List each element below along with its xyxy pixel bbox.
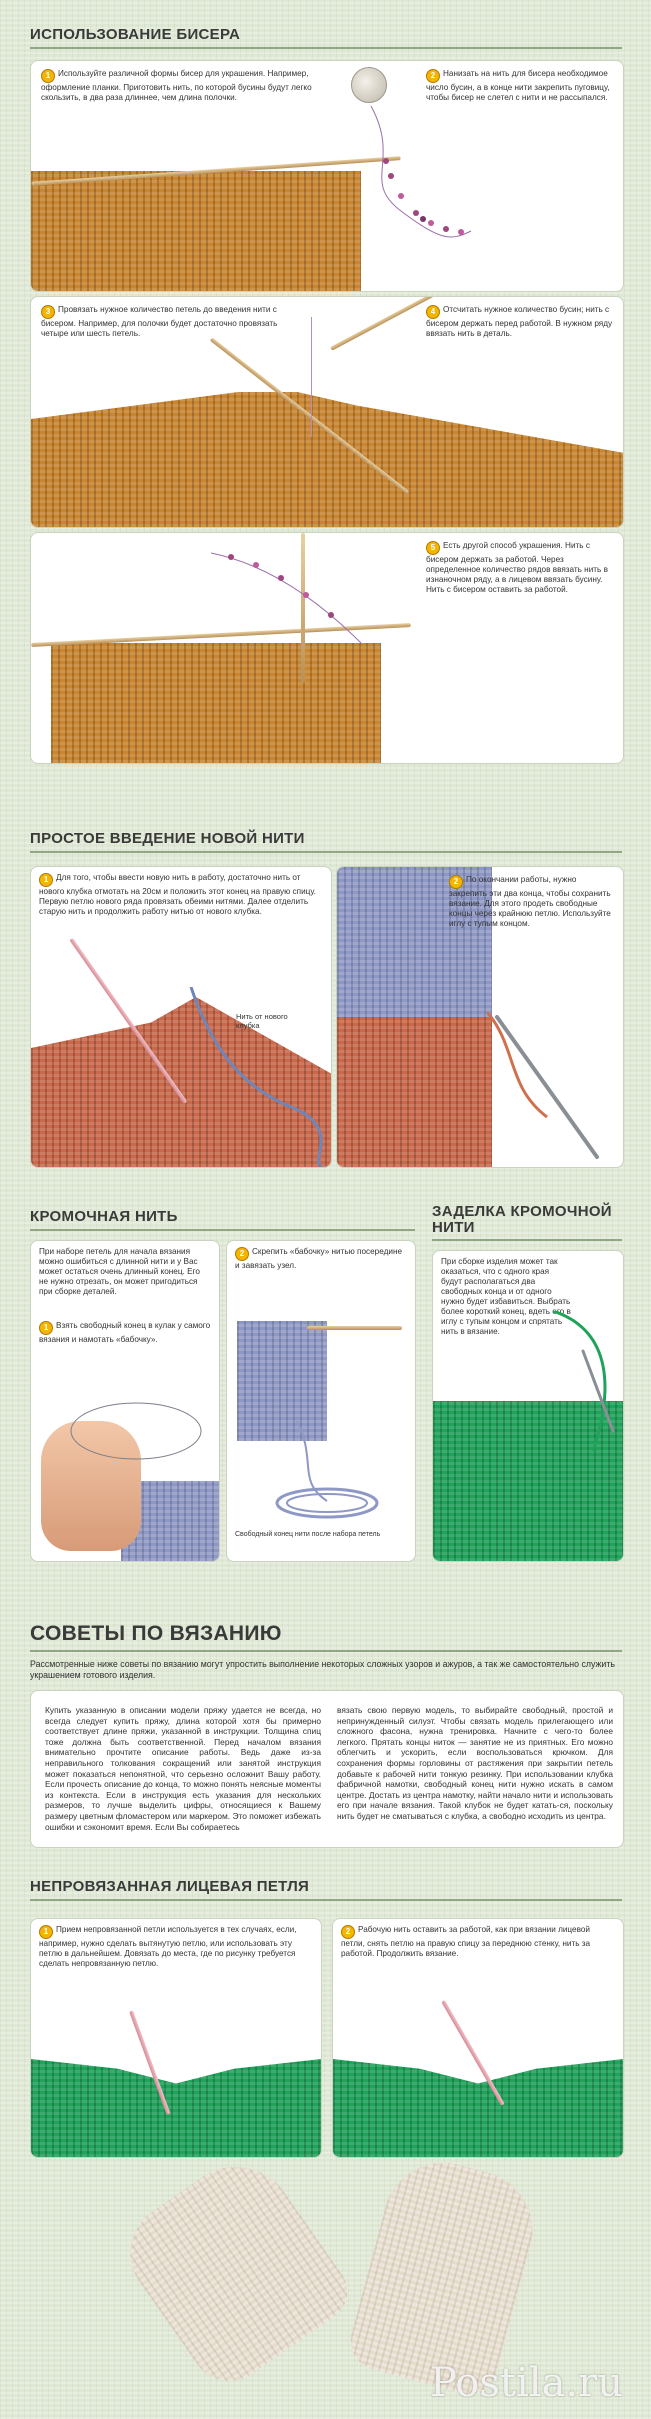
step-text: Провязать нужное количество петель до введения нити с бисером. Например, для полочки будет достаточно провязать четыре или шесть петель.	[41, 305, 278, 338]
step-number-badge: 1	[39, 873, 53, 887]
step-number-badge: 1	[39, 1925, 53, 1939]
step-number-badge: 2	[235, 1247, 249, 1261]
new-thread-panel-2	[336, 866, 624, 1168]
unknit-panel-1	[30, 1918, 322, 2158]
knitting-swatch-brick-image	[337, 1017, 492, 1167]
finish-panel	[432, 1250, 624, 1562]
beads-step5	[426, 541, 616, 595]
knitting-swatch-image	[31, 392, 623, 527]
yarn-loop-image	[61, 1391, 211, 1471]
step-text: Есть другой способ украшения. Нить с бисером держать за работой. Через определенное количество рядов ввязать нить в изнаночном ряду, а в лицевом ввязать бусину. Нить с бисером оставить за работой.	[426, 541, 608, 594]
beads-panel-3	[30, 532, 624, 764]
section-title-tips: СОВЕТЫ ПО ВЯЗАНИЮ	[30, 1622, 282, 1645]
knitting-swatch-image	[31, 171, 361, 291]
section-title-beads: ИСПОЛЬЗОВАНИЕ БИСЕРА	[30, 26, 241, 43]
tips-intro: Рассмотренные ниже советы по вязанию могут упростить выполнение некоторых сложных узоров и ажуров, а так же самостоятельно служить украшением готового изделия.	[30, 1659, 615, 1680]
tips-column-1: Купить указанную в описании модели пряжу удается не всегда, но всегда следует купить пряжу, длина которой хотя бы примерно соответствует длине пряжи, указанной в инструкции. Толщина спиц тоже должна быть соответственной. Перед началом вязания внимательно прочтите описание работы. Ведь даже из-за неправильного толкования сокращений или занятой инструкция может показаться непонятной, что серьезно осложнит Вашу работу. Если прочесть описание до конца, то можно понять неясные моменты из контекста. Если в инструкция есть указания для нескольких размеров, то лучше выделить цифры, относящиеся к Вашему размеру цветным фломастером или маркером. Это поможет избежать ошибки и сэкономит время. Если Вы собираетесь	[45, 1705, 321, 1832]
edge-panel-2	[226, 1240, 416, 1562]
edge-panel-1	[30, 1240, 220, 1562]
step-text: Нанизать на нить для бисера необходимое число бусин, а в конце нити закрепить пуговицу, чтобы бисер не слетел с нити и не рассыпался.	[426, 69, 610, 102]
beads-step4	[426, 305, 616, 339]
section-rule	[30, 851, 622, 853]
finish-text: При сборке изделия может так оказаться, что с одного края будут располагаться два свободных конца и от одного нужно будет избавиться. Выбрать более короткий конец, вдеть его в иглу с тупым концом и спрятать нить в вязание.	[441, 1257, 571, 1336]
step-text: Прием непровязанной петли используется в тех случаях, если, например, нужно сделать вытянутую петлю, или использовать эту петлю в дальнейшем. Довязать до места, где по рисунку требуется сделать непровязанную петлю.	[39, 1925, 297, 1968]
section-title-unknit: НЕПРОВЯЗАННАЯ ЛИЦЕВАЯ ПЕТЛЯ	[30, 1878, 310, 1895]
step-text: Используйте различной формы бисер для украшения. Например, оформление планки. Приготовить нить, по которой бусины будут легко скользить, в два раза длиннее, чем длина полочки.	[41, 69, 312, 102]
section-title-edge-thread: КРОМОЧНАЯ НИТЬ	[30, 1208, 178, 1225]
button-image	[351, 67, 387, 103]
knitting-needle-image	[307, 1326, 402, 1330]
step-number-badge: 5	[426, 541, 440, 555]
green-thread-needle-image	[543, 1311, 623, 1461]
beads-step2	[426, 69, 616, 103]
bead-string-image	[211, 543, 391, 653]
edge-caption: Свободный конец нити после набора петель	[235, 1531, 381, 1538]
step-number-badge: 3	[41, 305, 55, 319]
step-text: По окончании работы, нужно закрепить эти два конца, чтобы сохранить вязание. Для этого продеть свободные концы через крайнюю петлю. Используйте иглу с тупым концом.	[449, 875, 611, 928]
beads-step3	[41, 305, 281, 339]
section-rule	[30, 1650, 622, 1652]
section-rule	[30, 47, 622, 49]
tips-text-panel	[30, 1690, 624, 1848]
unknit-step1	[39, 1925, 311, 1969]
new-thread-panel-1	[30, 866, 332, 1168]
bead-string-image	[361, 101, 481, 251]
edge-step1	[39, 1321, 211, 1345]
step-text: Скрепить «бабочку» нитью посередине и завязать узел.	[235, 1247, 403, 1270]
new-thread-caption: Нить от нового клубка	[236, 1012, 288, 1030]
new-thread-step1	[39, 873, 321, 917]
new-thread-step2	[449, 875, 614, 929]
tapestry-needle-image	[487, 1007, 617, 1167]
section-rule	[30, 1229, 415, 1231]
knitting-swatch-image	[31, 2059, 321, 2157]
beads-panel-2	[30, 296, 624, 528]
unknit-panel-2	[332, 1918, 624, 2158]
tips-column-2: вязать свою первую модель, то выбирайте свободный, простой и непринужденный силуэт. Чтобы связать модель прилегающего или сложного фасона, нужна тренировка. Начните с чего-то более легкого. Прятать концы ниток — занятие не из приятных. Его можно облегчить и ускорить, если воспользоваться крючком. Для сохранения формы горловины от растяжения при закрытии петель добавьте к рабочей нити тонкую резинку. При использовании клубка фабричной намотки, свободный конец нити нужно искать в самом центре. Достать из центра намотку, найти начало нити и использовать его при начале вязания. Такой клубок не будет катать-ся, поскольку нить будет не сматываться с клубка, а свободно исходить из центра.	[337, 1705, 613, 1821]
beads-step1	[41, 69, 341, 103]
step-number-badge: 1	[39, 1321, 53, 1335]
unknit-step2	[341, 1925, 613, 1959]
knitting-swatch-image	[333, 2059, 623, 2157]
section-title-new-thread: ПРОСТОЕ ВВЕДЕНИЕ НОВОЙ НИТИ	[30, 830, 305, 847]
step-number-badge: 2	[426, 69, 440, 83]
blue-thread-image	[181, 987, 331, 1167]
step-number-badge: 1	[41, 69, 55, 83]
step-text: Взять свободный конец в кулак у самого вязания и намотать «бабочку».	[39, 1321, 211, 1344]
edge-intro: При наборе петель для начала вязания можно ошибиться с длинной нити и у Вас может остаться очень длинный конец. Его не нужно отрезать, он может пригодиться при сборке деталей.	[39, 1247, 200, 1296]
step-number-badge: 2	[449, 875, 463, 889]
step-text: Рабочую нить оставить за работой, как при вязании лицевой петли, снять петлю на правую спицу за переднюю стенку, нить за работой. Продолжить вязание.	[341, 1925, 591, 1958]
edge-step2	[235, 1247, 407, 1271]
step-text: Для того, чтобы ввести новую нить в работу, достаточно нить от нового клубка отмотать на 20см и положить этот конец на правую спицу. Первую петлю нового ряда провязать обеими нитями. Далее отделить старую нить и продолжить работу нитью от нового клубка.	[39, 873, 316, 916]
step-text: Отсчитать нужное количество бусин; нить с бисером держать перед работой. В нужном ряду ввязать нить в деталь.	[426, 305, 613, 338]
knitting-swatch-image	[51, 643, 381, 763]
bead-thread-image	[311, 317, 312, 437]
section-rule	[432, 1239, 622, 1241]
mitten-image	[111, 2143, 359, 2396]
butterfly-yarn-image	[257, 1421, 407, 1531]
watermark: Postila.ru	[430, 2360, 624, 2406]
beads-panel-1	[30, 60, 624, 292]
section-title-finish: ЗАДЕЛКА КРОМОЧНОЙ НИТИ	[432, 1203, 612, 1236]
step-number-badge: 4	[426, 305, 440, 319]
section-rule	[30, 1899, 622, 1901]
step-number-badge: 2	[341, 1925, 355, 1939]
